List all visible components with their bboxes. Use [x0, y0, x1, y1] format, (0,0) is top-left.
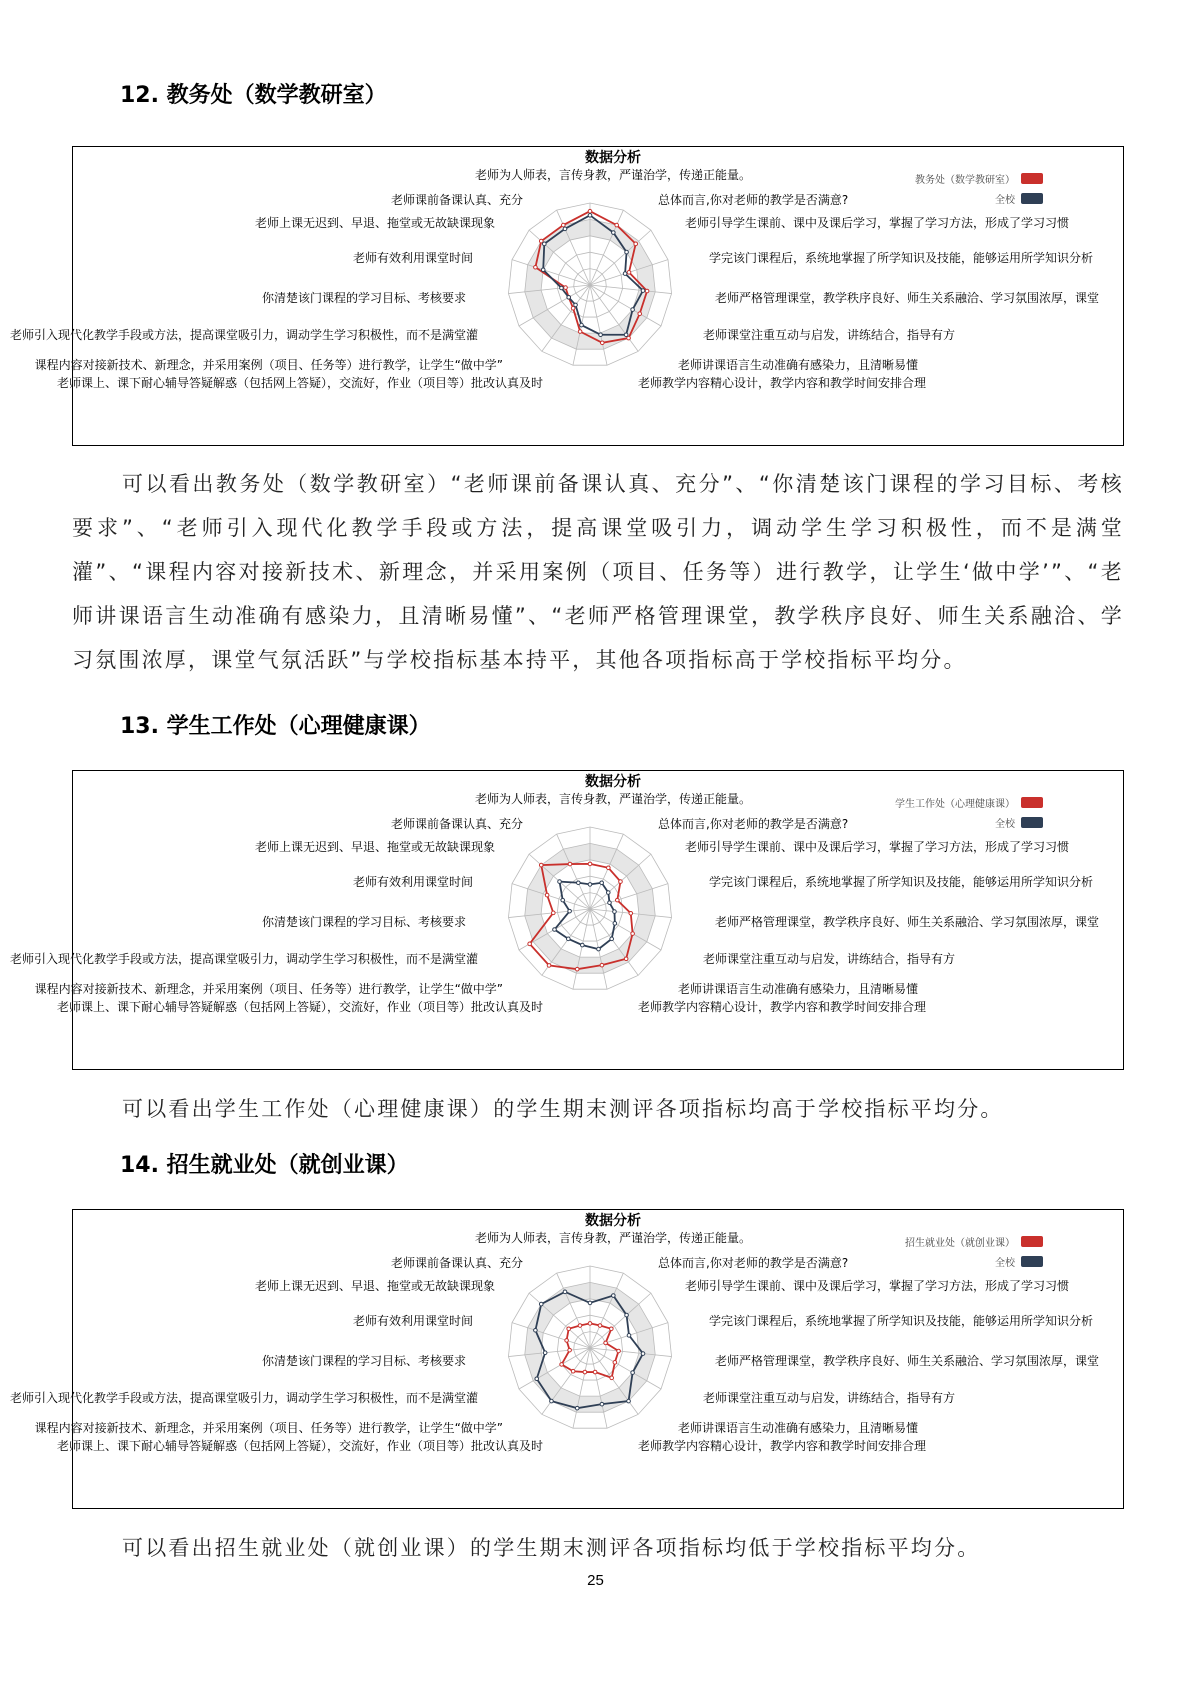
- axis-label: 你清楚该门课程的学习目标、考核要求: [261, 1354, 466, 1368]
- series-point: [562, 223, 566, 227]
- series-point: [627, 336, 631, 340]
- series-point: [625, 250, 629, 254]
- series-point: [606, 891, 610, 895]
- section-paragraph-12: 可以看出教务处（数学教研室）“老师课前备课认真、充分”、“你清楚该门课程的学习目标、考核要求”、“老师引入现代化教学手段或方法，提高课堂吸引力，调动学生学习积极性，而不是满堂灌”、“课程内容对接新技术、新理念，并采用案例（项目、任务等）进行教学，让学生‘做中学’”、“老师讲课语言生动准确有感染力，且清晰易懂”、“老师严格管理课堂，教学秩序良好、师生关系融洽、学习氛围浓厚，课堂气氛活跃”与学校指标基本持平，其他各项指标高于学校指标平均分。: [72, 472, 1124, 672]
- series-point: [631, 1371, 635, 1375]
- series-point: [600, 963, 604, 967]
- series-point: [547, 964, 551, 968]
- axis-label: 老师课前备课认真、充分: [390, 1256, 523, 1270]
- legend-swatch: [1021, 173, 1043, 184]
- series-point: [610, 1327, 614, 1331]
- series-point: [588, 862, 592, 866]
- axis-label: 老师引导学生课前、课中及课后学习，掌握了学习方法，形成了学习习惯: [685, 216, 1070, 230]
- axis-label: 老师上课无迟到、早退、拖堂或无故缺课现象: [254, 1279, 495, 1293]
- axis-label: 老师课前备课认真、充分: [390, 817, 523, 831]
- series-point: [608, 901, 612, 905]
- series-point: [575, 967, 579, 971]
- series-point: [553, 928, 557, 932]
- series-point: [539, 863, 543, 867]
- series-point: [571, 306, 575, 310]
- series-point: [627, 1399, 631, 1403]
- series-point: [645, 289, 649, 293]
- axis-label: 学完该门课程后，系统地掌握了所学知识及技能，能够运用所学知识分析: [709, 1314, 1094, 1328]
- axis-label: 老师为人师表，言传身教，严谨治学，传递正能量。: [474, 168, 752, 182]
- axis-label: 老师严格管理课堂，教学秩序良好、师生关系融洽、学习氛围浓厚，课堂: [715, 1354, 1100, 1368]
- axis-label: 老师为人师表，言传身教，严谨治学，传递正能量。: [474, 792, 752, 806]
- section-heading-13: 13. 学生工作处（心理健康课）: [120, 714, 431, 739]
- series-point: [610, 937, 614, 941]
- series-point: [541, 268, 545, 272]
- series-point: [641, 1352, 645, 1356]
- legend-swatch: [1021, 817, 1043, 828]
- radar-chart-svg: [9, 771, 1125, 1071]
- series-point: [565, 1339, 569, 1343]
- axis-label: 老师课上、课下耐心辅导答疑解惑（包括网上答疑），交流好，作业（项目等）批改认真及时: [56, 376, 543, 390]
- axis-label: 老师课堂注重互动与启发，讲练结合，指导有方: [703, 328, 956, 342]
- chart-title: 数据分析: [585, 774, 641, 790]
- series-point: [600, 341, 604, 345]
- series-point: [578, 330, 582, 334]
- axis-label: 老师课上、课下耐心辅导答疑解惑（包括网上答疑），交流好，作业（项目等）批改认真及时: [56, 1000, 543, 1014]
- page-number: 25: [587, 1572, 604, 1589]
- series-point: [528, 942, 532, 946]
- series-point: [568, 909, 572, 913]
- section-paragraph-14: 可以看出招生就业处（就创业课）的学生期末测评各项指标均低于学校指标平均分。: [122, 1536, 981, 1560]
- series-point: [641, 289, 645, 293]
- section-heading-14: 14. 招生就业处（就创业课）: [120, 1153, 409, 1178]
- series-point: [588, 214, 592, 218]
- series-point: [558, 880, 562, 884]
- legend-label: 学生工作处（心理健康课）: [895, 799, 1015, 810]
- series-point: [535, 1377, 539, 1381]
- axis-label: 老师引入现代化教学手段或方法，提高课堂吸引力，调动学生学习积极性，而不是满堂灌: [9, 328, 478, 342]
- axis-label: 老师课堂注重互动与启发，讲练结合，指导有方: [703, 952, 956, 966]
- series-point: [627, 1334, 631, 1338]
- series-point: [545, 893, 549, 897]
- series-point: [613, 910, 617, 914]
- axis-label: 老师课上、课下耐心辅导答疑解惑（包括网上答疑），交流好，作业（项目等）批改认真及时: [56, 1439, 543, 1453]
- series-point: [607, 866, 611, 870]
- series-point: [615, 223, 619, 227]
- axis-label: 老师教学内容精心设计，教学内容和教学时间安排合理: [638, 376, 927, 390]
- radar-chart-14: [9, 1209, 1124, 1509]
- axis-label: 课程内容对接新技术、新理念，并采用案例（项目、任务等）进行教学，让学生“做中学”: [34, 982, 503, 996]
- axis-label: 老师课堂注重互动与启发，讲练结合，指导有方: [703, 1391, 956, 1405]
- series-point: [571, 1369, 575, 1373]
- series-point: [578, 1324, 582, 1328]
- series-point: [567, 1327, 571, 1331]
- series-point: [588, 209, 592, 213]
- axis-label: 总体而言,你对老师的教学是否满意?: [658, 193, 849, 207]
- axis-label: 你清楚该门课程的学习目标、考核要求: [261, 291, 466, 305]
- axis-label: 老师引导学生课前、课中及课后学习，掌握了学习方法，形成了学习习惯: [685, 840, 1070, 854]
- series-point: [539, 239, 543, 243]
- legend-label: 全校: [995, 819, 1015, 830]
- series-point: [560, 1363, 564, 1367]
- series-line: [554, 882, 614, 950]
- series-point: [623, 272, 627, 276]
- legend-label: 全校: [995, 1258, 1015, 1269]
- series-point: [574, 303, 578, 307]
- series-point: [552, 911, 556, 915]
- series-point: [625, 1313, 629, 1317]
- axis-label: 学完该门课程后，系统地掌握了所学知识及技能，能够运用所学知识分析: [709, 251, 1094, 265]
- radar-chart-13: [9, 770, 1124, 1070]
- axis-label: 老师课前备课认真、充分: [390, 193, 523, 207]
- series-point: [568, 1348, 572, 1352]
- axis-label: 学完该门课程后，系统地掌握了所学知识及技能，能够运用所学知识分析: [709, 875, 1094, 889]
- series-point: [597, 947, 601, 951]
- series-point: [599, 333, 603, 337]
- series-point: [550, 1399, 554, 1403]
- series-point: [612, 1294, 616, 1298]
- axis-label: 老师有效利用课堂时间: [352, 1314, 473, 1328]
- series-point: [617, 1349, 621, 1353]
- series-point: [580, 323, 584, 327]
- axis-label: 课程内容对接新技术、新理念，并采用案例（项目、任务等）进行教学，让学生“做中学”: [34, 1421, 503, 1435]
- axis-label: 老师讲课语言生动准确有感染力，且清晰易懂: [678, 982, 919, 996]
- series-point: [534, 265, 538, 269]
- series-point: [600, 881, 604, 885]
- series-point: [615, 898, 619, 902]
- legend-swatch: [1021, 193, 1043, 204]
- axis-label: 老师上课无迟到、早退、拖堂或无故缺课现象: [254, 840, 495, 854]
- series-point: [629, 911, 633, 915]
- axis-label: 老师有效利用课堂时间: [352, 251, 473, 265]
- series-point: [593, 1370, 597, 1374]
- legend-swatch: [1021, 797, 1043, 808]
- series-point: [624, 333, 628, 337]
- chart-title: 数据分析: [585, 1213, 641, 1229]
- axis-label: 老师严格管理课堂，教学秩序良好、师生关系融洽、学习氛围浓厚，课堂: [715, 915, 1100, 929]
- series-point: [542, 242, 546, 246]
- legend-swatch: [1021, 1236, 1043, 1247]
- legend-label: 招生就业处（就创业课）: [905, 1238, 1015, 1249]
- series-point: [613, 922, 617, 926]
- series-point: [568, 862, 572, 866]
- axis-label: 课程内容对接新技术、新理念，并采用案例（项目、任务等）进行教学，让学生“做中学”: [34, 358, 503, 372]
- series-point: [564, 286, 568, 290]
- axis-label: 老师教学内容精心设计，教学内容和教学时间安排合理: [638, 1439, 927, 1453]
- series-point: [600, 1402, 604, 1406]
- series-point: [613, 1361, 617, 1365]
- series-point: [634, 242, 638, 246]
- axis-label: 老师严格管理课堂，教学秩序良好、师生关系融洽、学习氛围浓厚，课堂: [715, 291, 1100, 305]
- radar-chart-12: [9, 146, 1124, 446]
- series-point: [583, 1370, 587, 1374]
- axis-label: 你清楚该门课程的学习目标、考核要求: [261, 915, 466, 929]
- series-point: [581, 943, 585, 947]
- radar-spoke: [590, 884, 668, 909]
- series-point: [567, 296, 571, 300]
- series-point: [631, 932, 635, 936]
- radar-chart-svg: [9, 1210, 1125, 1510]
- series-point: [560, 286, 564, 290]
- axis-label: 老师上课无迟到、早退、拖堂或无故缺课现象: [254, 216, 495, 230]
- series-point: [543, 1351, 547, 1355]
- series-point: [598, 1324, 602, 1328]
- series-point: [631, 308, 635, 312]
- radar-chart-svg: [9, 147, 1125, 447]
- series-point: [619, 880, 623, 884]
- axis-label: 老师引入现代化教学手段或方法，提高课堂吸引力，调动学生学习积极性，而不是满堂灌: [9, 952, 478, 966]
- legend-label: 教务处（数学教研室）: [915, 175, 1015, 186]
- series-point: [575, 1406, 579, 1410]
- series-point: [539, 1302, 543, 1306]
- section-paragraph-13: 可以看出学生工作处（心理健康课）的学生期末测评各项指标均高于学校指标平均分。: [122, 1097, 1004, 1121]
- radar-spoke: [512, 260, 590, 285]
- series-point: [588, 1322, 592, 1326]
- axis-label: 老师教学内容精心设计，教学内容和教学时间安排合理: [638, 1000, 927, 1014]
- series-point: [624, 957, 628, 961]
- series-point: [588, 883, 592, 887]
- axis-label: 老师引导学生课前、课中及课后学习，掌握了学习方法，形成了学习习惯: [685, 1279, 1070, 1293]
- series-point: [561, 898, 565, 902]
- series-point: [638, 312, 642, 316]
- series-point: [567, 937, 571, 941]
- axis-label: 老师引入现代化教学手段或方法，提高课堂吸引力，调动学生学习积极性，而不是满堂灌: [9, 1391, 478, 1405]
- series-point: [563, 227, 567, 231]
- axis-label: 老师有效利用课堂时间: [352, 875, 473, 889]
- chart-title: 数据分析: [585, 150, 641, 166]
- series-point: [612, 231, 616, 235]
- axis-label: 老师讲课语言生动准确有感染力，且清晰易懂: [678, 1421, 919, 1435]
- axis-label: 老师讲课语言生动准确有感染力，且清晰易懂: [678, 358, 919, 372]
- series-point: [563, 1290, 567, 1294]
- legend-label: 全校: [995, 195, 1015, 206]
- series-point: [604, 1341, 608, 1345]
- series-point: [534, 1328, 538, 1332]
- section-heading-12: 12. 教务处（数学教研室）: [120, 83, 387, 108]
- legend-swatch: [1021, 1256, 1043, 1267]
- axis-label: 总体而言,你对老师的教学是否满意?: [658, 1256, 849, 1270]
- series-point: [588, 1301, 592, 1305]
- axis-label: 总体而言,你对老师的教学是否满意?: [658, 817, 849, 831]
- axis-label: 老师为人师表，言传身教，严谨治学，传递正能量。: [474, 1231, 752, 1245]
- series-point: [610, 1376, 614, 1380]
- series-point: [627, 271, 631, 275]
- series-point: [577, 881, 581, 885]
